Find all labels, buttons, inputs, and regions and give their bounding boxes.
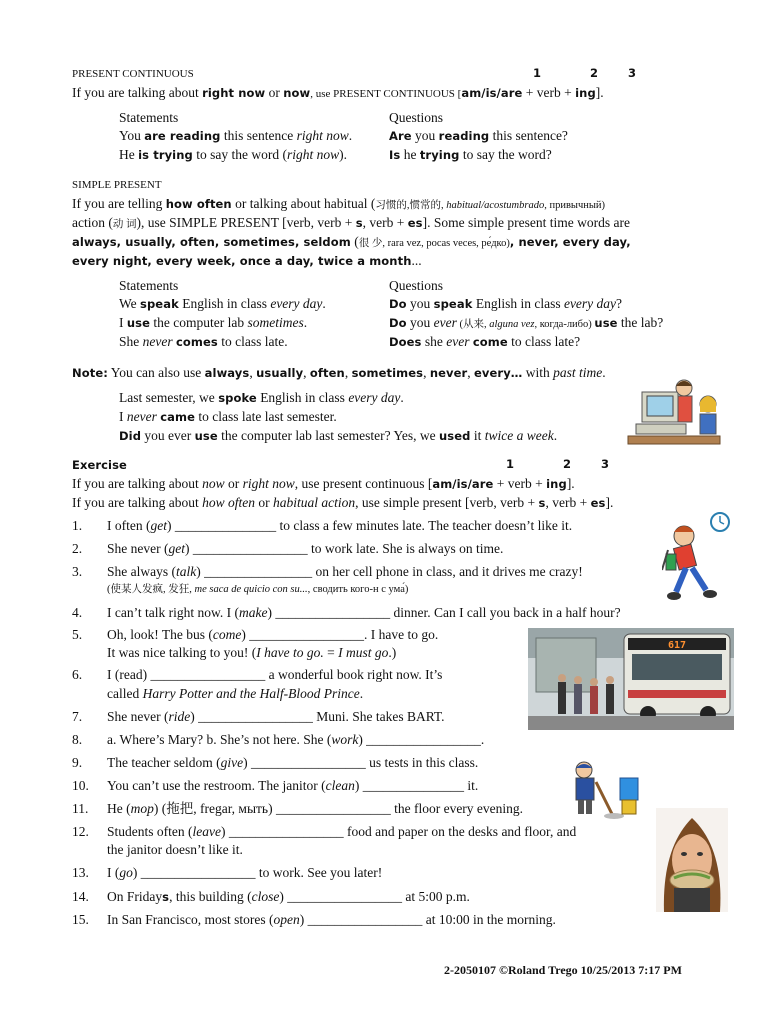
pc-question-2: Is he trying to say the word?	[389, 147, 552, 162]
exercise-item-12-cont: the janitor doesn’t like it.	[107, 842, 243, 857]
exercise-rating-2: 2	[563, 457, 572, 471]
simple-present-heading: SIMPLE PRESENT	[72, 179, 162, 191]
sp-statement-3: She never comes to class late.	[119, 334, 288, 349]
exercise-heading: Exercise	[72, 458, 127, 472]
note-label: Note:	[72, 366, 108, 380]
sp-statements-heading: Statements	[119, 278, 179, 293]
past-example-3: Did you ever use the computer lab last semester? Yes, we used it twice a week.	[119, 428, 558, 443]
janitor-clipart	[562, 760, 642, 820]
pc-rule: If you are talking about right now or now, use PRESENT CONTINUOUS [am/is/are + verb + ing].	[72, 85, 604, 100]
exercise-rule-2: If you are talking about how often or habitual action, use simple present [verb, verb + s, verb + es].	[72, 495, 614, 510]
sp-question-2: Do you ever (从来, alguna vez, когда-либо) use the lab?	[389, 315, 664, 330]
exercise-rule-1: If you are talking about now or right now, use present continuous [am/is/are + verb + ing].	[72, 476, 575, 491]
student-eating-photo	[656, 808, 728, 912]
exercise-item-5-note: It was nice talking to you! (I have to go. = I must go.)	[107, 645, 397, 660]
pc-questions-heading: Questions	[389, 110, 443, 125]
sp-rule-line-2: action (动 词), use SIMPLE PRESENT [verb, verb + s, verb + es]. Some simple present time words are	[72, 215, 630, 230]
pc-statements-heading: Statements	[119, 110, 179, 125]
rating-1: 1	[533, 66, 542, 80]
bus-route-sign: 617	[668, 640, 687, 651]
bus-stop-photo	[528, 628, 734, 730]
sp-questions-heading: Questions	[389, 278, 443, 293]
sp-time-words-line-1: always, usually, often, sometimes, seldom (很 少, rara vez, pocas veces, ре́дко), never, every day,	[72, 234, 631, 249]
past-example-2: I never came to class late last semester.	[119, 409, 337, 424]
sp-question-3: Does she ever come to class late?	[389, 334, 581, 349]
computer-lab-clipart	[624, 378, 724, 450]
present-continuous-heading: PRESENT CONTINUOUS	[72, 68, 194, 80]
exercise-rating-3: 3	[601, 457, 610, 471]
past-example-1: Last semester, we spoke English in class every day.	[119, 390, 404, 405]
exercise-item-6-cont: called Harry Potter and the Half-Blood Prince.	[107, 686, 364, 701]
pc-statement-1: You are reading this sentence right now.	[119, 128, 353, 143]
rating-3: 3	[628, 66, 637, 80]
late-student-clipart	[662, 510, 740, 606]
footer-copyright: 2-2050107 ©Roland Trego 10/25/2013 7:17 PM	[444, 963, 682, 977]
sp-question-1: Do you speak English in class every day?	[389, 296, 623, 311]
pc-question-1: Are you reading this sentence?	[389, 128, 568, 143]
sp-rule-line-1: If you are telling how often or talking about habitual (习惯的,惯常的, habitual/acostumbrado, привычный)	[72, 196, 606, 211]
exercise-rating-1: 1	[506, 457, 515, 471]
sp-statement-2: I use the computer lab sometimes.	[119, 315, 308, 330]
sp-time-words-line-2: every night, every week, once a day, twice a month...	[72, 253, 422, 268]
pc-statement-2: He is trying to say the word (right now).	[119, 147, 347, 162]
note-line: Note: You can also use always, usually, often, sometimes, never, every… with past time.	[72, 365, 606, 380]
exercise-item-3-gloss: (使某人发疯, 发狂, me saca de quicio con su..., сводить кого-н с ума́)	[107, 584, 409, 595]
sp-statement-1: We speak English in class every day.	[119, 296, 326, 311]
rating-2: 2	[590, 66, 599, 80]
